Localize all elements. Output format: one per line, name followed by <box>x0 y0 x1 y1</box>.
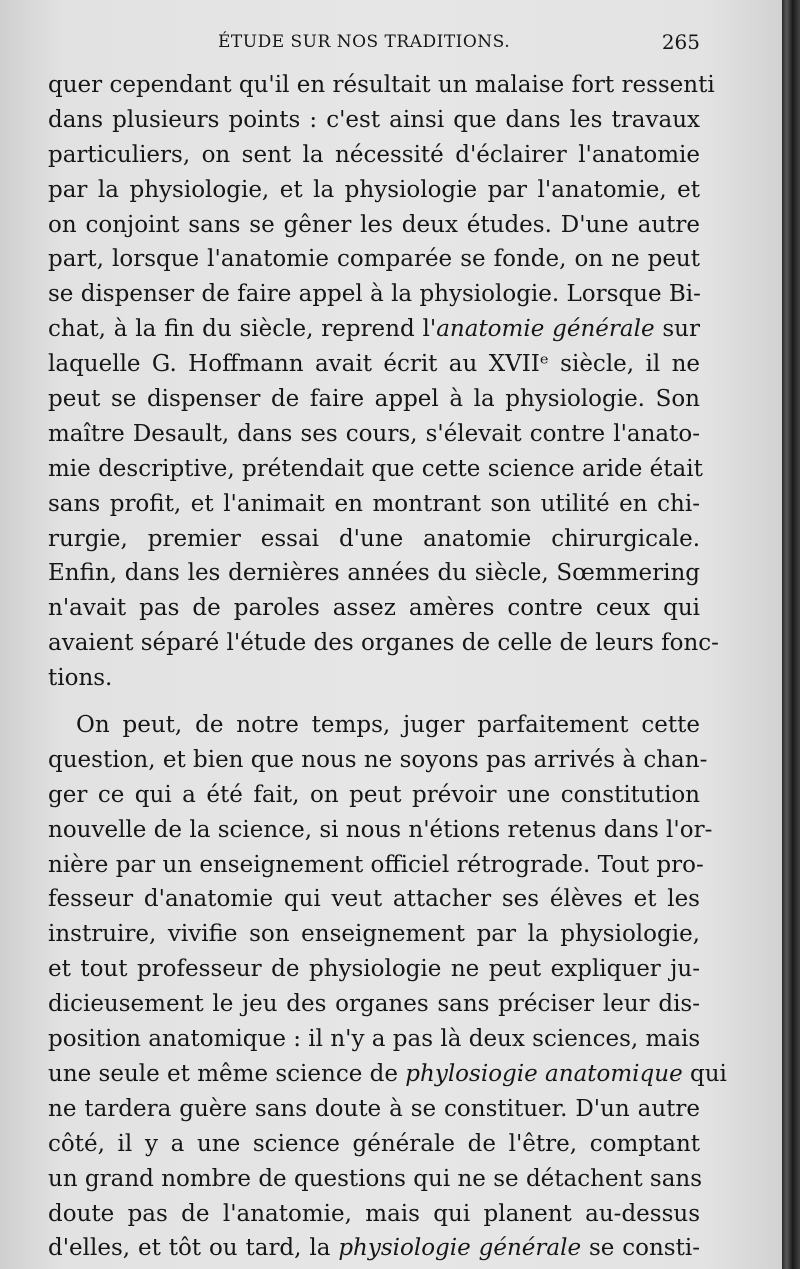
text-line: n'avait pas de paroles assez amères contre ceux qui <box>48 595 700 622</box>
text-line: part, lorsque l'anatomie comparée se fonde, on ne peut <box>48 246 700 273</box>
text-line: on conjoint sans se gêner les deux études. D'une autre <box>48 211 700 238</box>
text-line: instruire, vivifie son enseignement par la physiologie, <box>48 921 700 948</box>
paragraph <box>48 708 727 1266</box>
page-header <box>50 28 700 58</box>
text-line: fesseur d'anatomie qui veut attacher ses élèves et les <box>48 886 700 913</box>
text-line: Enfin, dans les dernières années du siècle, Sœmmering <box>48 560 700 587</box>
text-line: nière par un enseignement officiel rétrograde. Tout pro- <box>48 851 704 878</box>
text-line: peut se dispenser de faire appel à la physiologie. Son <box>48 386 700 413</box>
text-line: ger ce qui a été fait, on peut prévoir une constitution <box>48 781 700 808</box>
text-line: d'elles, et tôt ou tard, la physiologie générale se consti- <box>48 1235 700 1262</box>
text-line: question, et bien que nous ne soyons pas arrivés à chan- <box>48 746 708 773</box>
text-line: position anatomique : il n'y a pas là deux sciences, mais <box>48 1026 701 1053</box>
text-line: côté, il y a une science générale de l'être, comptant <box>48 1130 700 1157</box>
text-line: doute pas de l'anatomie, mais qui planent au-dessus <box>48 1200 700 1227</box>
text-line: tions. <box>48 665 113 692</box>
text-line: un grand nombre de questions qui ne se détachent sans <box>48 1165 703 1192</box>
text-line: et tout professeur de physiologie ne peut expliquer ju- <box>48 956 700 983</box>
text-line: nouvelle de la science, si nous n'étions retenus dans l'or- <box>48 816 713 843</box>
text-line: sans profit, et l'animait en montrant son utilité en chi- <box>48 490 700 517</box>
text-line: chat, à la fin du siècle, reprend l'anatomie générale sur <box>48 316 700 343</box>
text-line: mie descriptive, prétendait que cette science aride était <box>48 455 703 482</box>
page-number: 265 <box>661 30 700 54</box>
text-line: rurgie, premier essai d'une anatomie chirurgicale. <box>48 525 700 552</box>
running-title: ÉTUDE SUR NOS TRADITIONS. <box>218 32 511 52</box>
text-line: dicieusement le jeu des organes sans préciser leur dis- <box>48 991 700 1018</box>
text-line: laquelle G. Hoffmann avait écrit au XVIIᵉ siècle, il ne <box>48 351 700 378</box>
text-line: quer cependant qu'il en résultait un malaise fort ressenti <box>48 72 715 98</box>
text-line: par la physiologie, et la physiologie par l'anatomie, et <box>48 176 700 203</box>
text-line: dans plusieurs points : c'est ainsi que dans les travaux <box>48 106 700 133</box>
body-text <box>48 68 727 1266</box>
text-line: maître Desault, dans ses cours, s'élevait contre l'anato- <box>48 420 700 447</box>
text-line: On peut, de notre temps, juger parfaitement cette <box>76 712 700 739</box>
text-line: avaient séparé l'étude des organes de celle de leurs fonc- <box>48 630 719 657</box>
paragraph <box>48 68 719 696</box>
text-line: une seule et même science de phylosiogie anatomique qui <box>48 1060 727 1087</box>
text-line: se dispenser de faire appel à la physiologie. Lorsque Bi- <box>48 281 701 308</box>
text-line: ne tardera guère sans doute à se constituer. D'un autre <box>48 1095 700 1122</box>
text-line: particuliers, on sent la nécessité d'éclairer l'anatomie <box>48 141 700 168</box>
page-edge <box>782 0 800 1269</box>
